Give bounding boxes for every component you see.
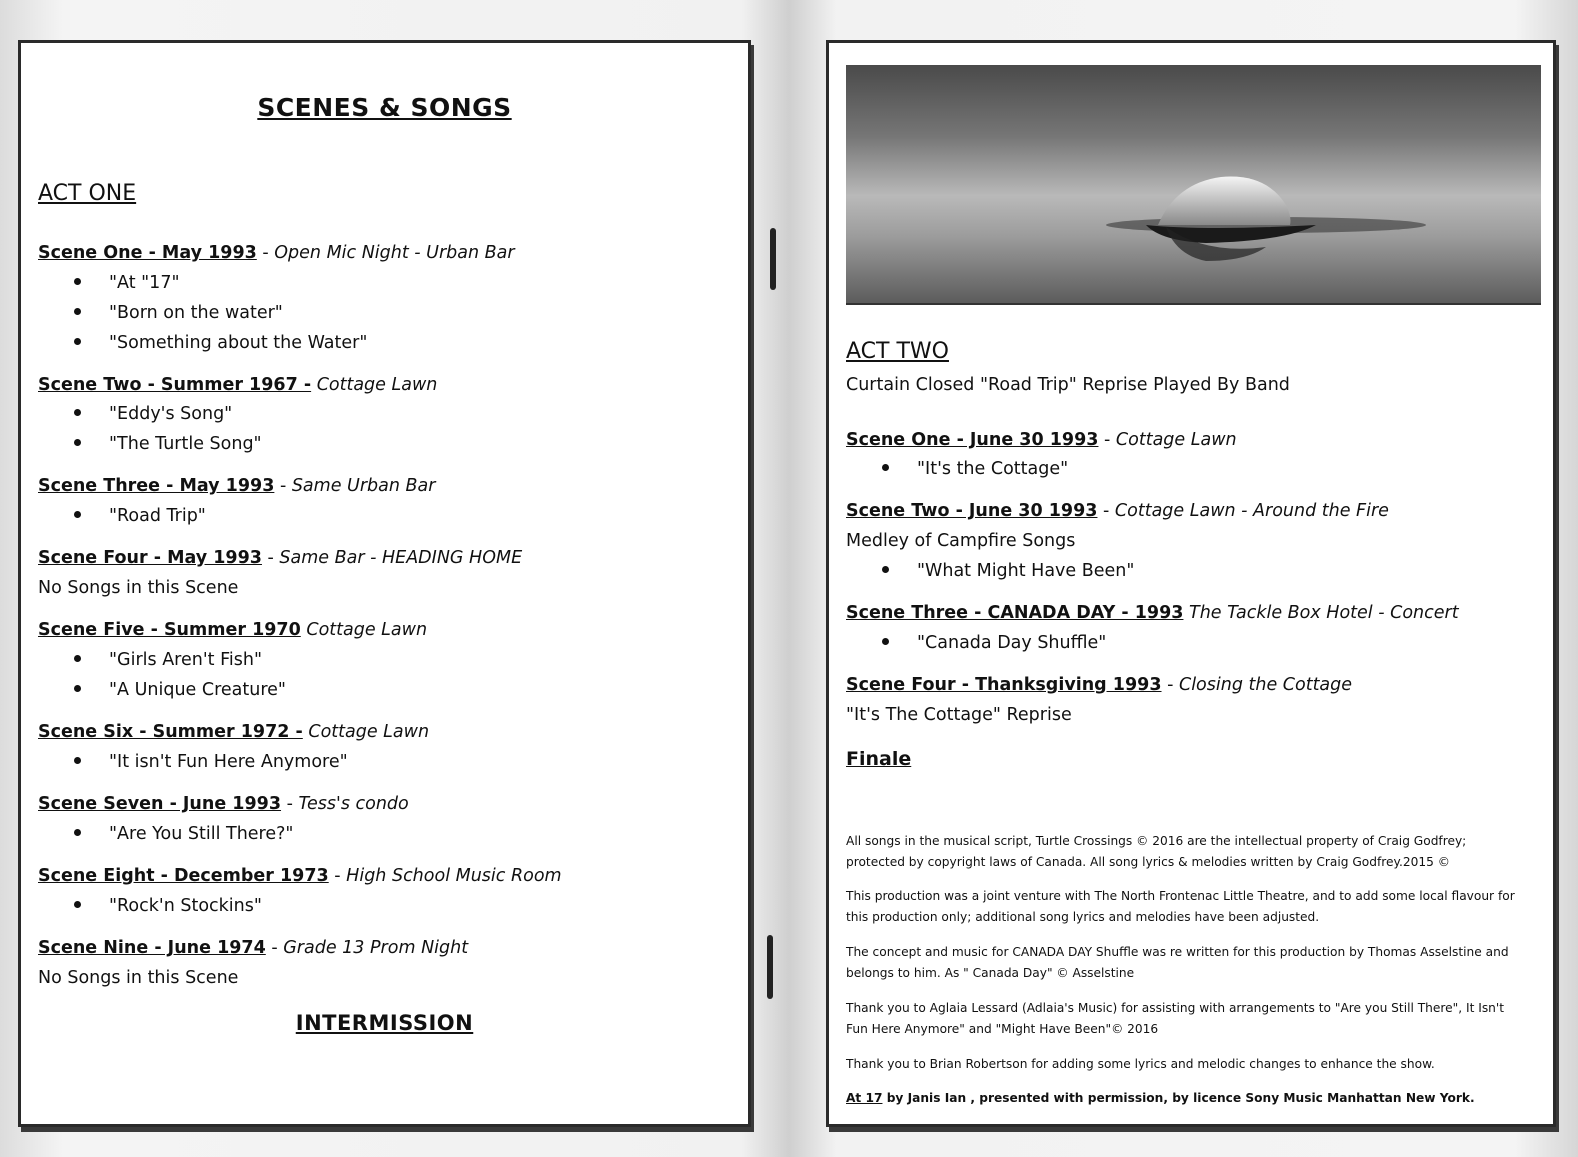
list-item: "It's the Cottage" (882, 459, 1068, 479)
scene-two-heading: Scene Two - Summer 1967 - Cottage Lawn (38, 375, 438, 395)
list-item: "Canada Day Shuffle" (882, 633, 1106, 653)
list-item: "What Might Have Been" (882, 561, 1134, 581)
act-one-title: ACT ONE (38, 181, 137, 206)
arrangements-thanks-note: Thank you to Aglaia Lessard (Adlaia's Music) for assisting with arrangements to "Are you Still There", It Isn't Fun Here Anymore" and "Might Have Been"© 2016 (846, 1001, 1505, 1036)
left-page (18, 40, 751, 1127)
list-item: "Are You Still There?" (74, 824, 293, 844)
list-item: "Girls Aren't Fish" (74, 650, 262, 670)
list-item: "Eddy's Song" (74, 404, 232, 424)
act-two-opening: Curtain Closed "Road Trip" Reprise Played By Band (846, 375, 1290, 395)
scene-nine-note: No Songs in this Scene (38, 968, 239, 988)
list-item: "A Unique Creature" (74, 680, 286, 700)
act-two-scene-one-heading: Scene One - June 30 1993 - Cottage Lawn (846, 430, 1237, 450)
joint-venture-note: This production was a joint venture with The North Frontenac Little Theatre, and to add some local flavour for this production only; additional song lyrics and melodies have been adjusted. (846, 889, 1515, 924)
scene-nine-heading: Scene Nine - June 1974 - Grade 13 Prom Night (38, 938, 469, 958)
cottage-reprise-note: "It's The Cottage" Reprise (846, 705, 1072, 725)
scenes-songs-title: SCENES & SONGS (257, 93, 512, 122)
act-two-title: ACT TWO (846, 339, 949, 364)
act-two-scene-three-heading: Scene Three - CANADA DAY - 1993 The Tackle Box Hotel - Concert (846, 603, 1459, 623)
list-item: "Rock'n Stockins" (74, 896, 262, 916)
scene-seven-heading: Scene Seven - June 1993 - Tess's condo (38, 794, 409, 814)
canada-day-note: The concept and music for CANADA DAY Shuffle was re written for this production by Thomas Asselstine and belongs to him. As " Canada Day" © Asselstine (846, 945, 1509, 980)
campfire-medley-note: Medley of Campfire Songs (846, 531, 1076, 551)
at-17-credit-note: At 17 by Janis Ian , presented with permission, by licence Sony Music Manhattan New York. (846, 1091, 1475, 1105)
scene-three-heading: Scene Three - May 1993 - Same Urban Bar (38, 476, 436, 496)
robertson-thanks-note: Thank you to Brian Robertson for adding some lyrics and melodic changes to enhance the show. (846, 1057, 1435, 1071)
binding-staple-top (770, 228, 776, 290)
scene-five-heading: Scene Five - Summer 1970 Cottage Lawn (38, 620, 428, 640)
scene-four-heading: Scene Four - May 1993 - Same Bar - HEADING HOME (38, 548, 523, 568)
list-item: "The Turtle Song" (74, 434, 262, 454)
scene-four-note: No Songs in this Scene (38, 578, 239, 598)
list-item: "It isn't Fun Here Anymore" (74, 752, 348, 772)
list-item: "At "17" (74, 273, 180, 293)
scene-eight-heading: Scene Eight - December 1973 - High School Music Room (38, 866, 562, 886)
right-page (826, 40, 1556, 1127)
intermission-heading: INTERMISSION (295, 1011, 474, 1035)
act-two-scene-four-heading: Scene Four - Thanksgiving 1993 - Closing the Cottage (846, 675, 1353, 695)
list-item: "Something about the Water" (74, 333, 367, 353)
copyright-note: All songs in the musical script, Turtle Crossings © 2016 are the intellectual property of Craig Godfrey; protected by copyright laws of Canada. All song lyrics & melodies written by Craig Godfrey.2015 © (846, 834, 1467, 869)
binding-staple-bottom (767, 935, 773, 999)
scene-six-heading: Scene Six - Summer 1972 - Cottage Lawn (38, 722, 430, 742)
finale-heading: Finale (846, 748, 912, 770)
list-item: "Road Trip" (74, 506, 206, 526)
list-item: "Born on the water" (74, 303, 283, 323)
act-two-scene-two-heading: Scene Two - June 30 1993 - Cottage Lawn - Around the Fire (846, 501, 1389, 521)
turtle-silhouette-image (846, 65, 1541, 303)
scene-one-heading: Scene One - May 1993 - Open Mic Night - Urban Bar (38, 243, 515, 263)
turtle-water-photo (846, 65, 1541, 305)
